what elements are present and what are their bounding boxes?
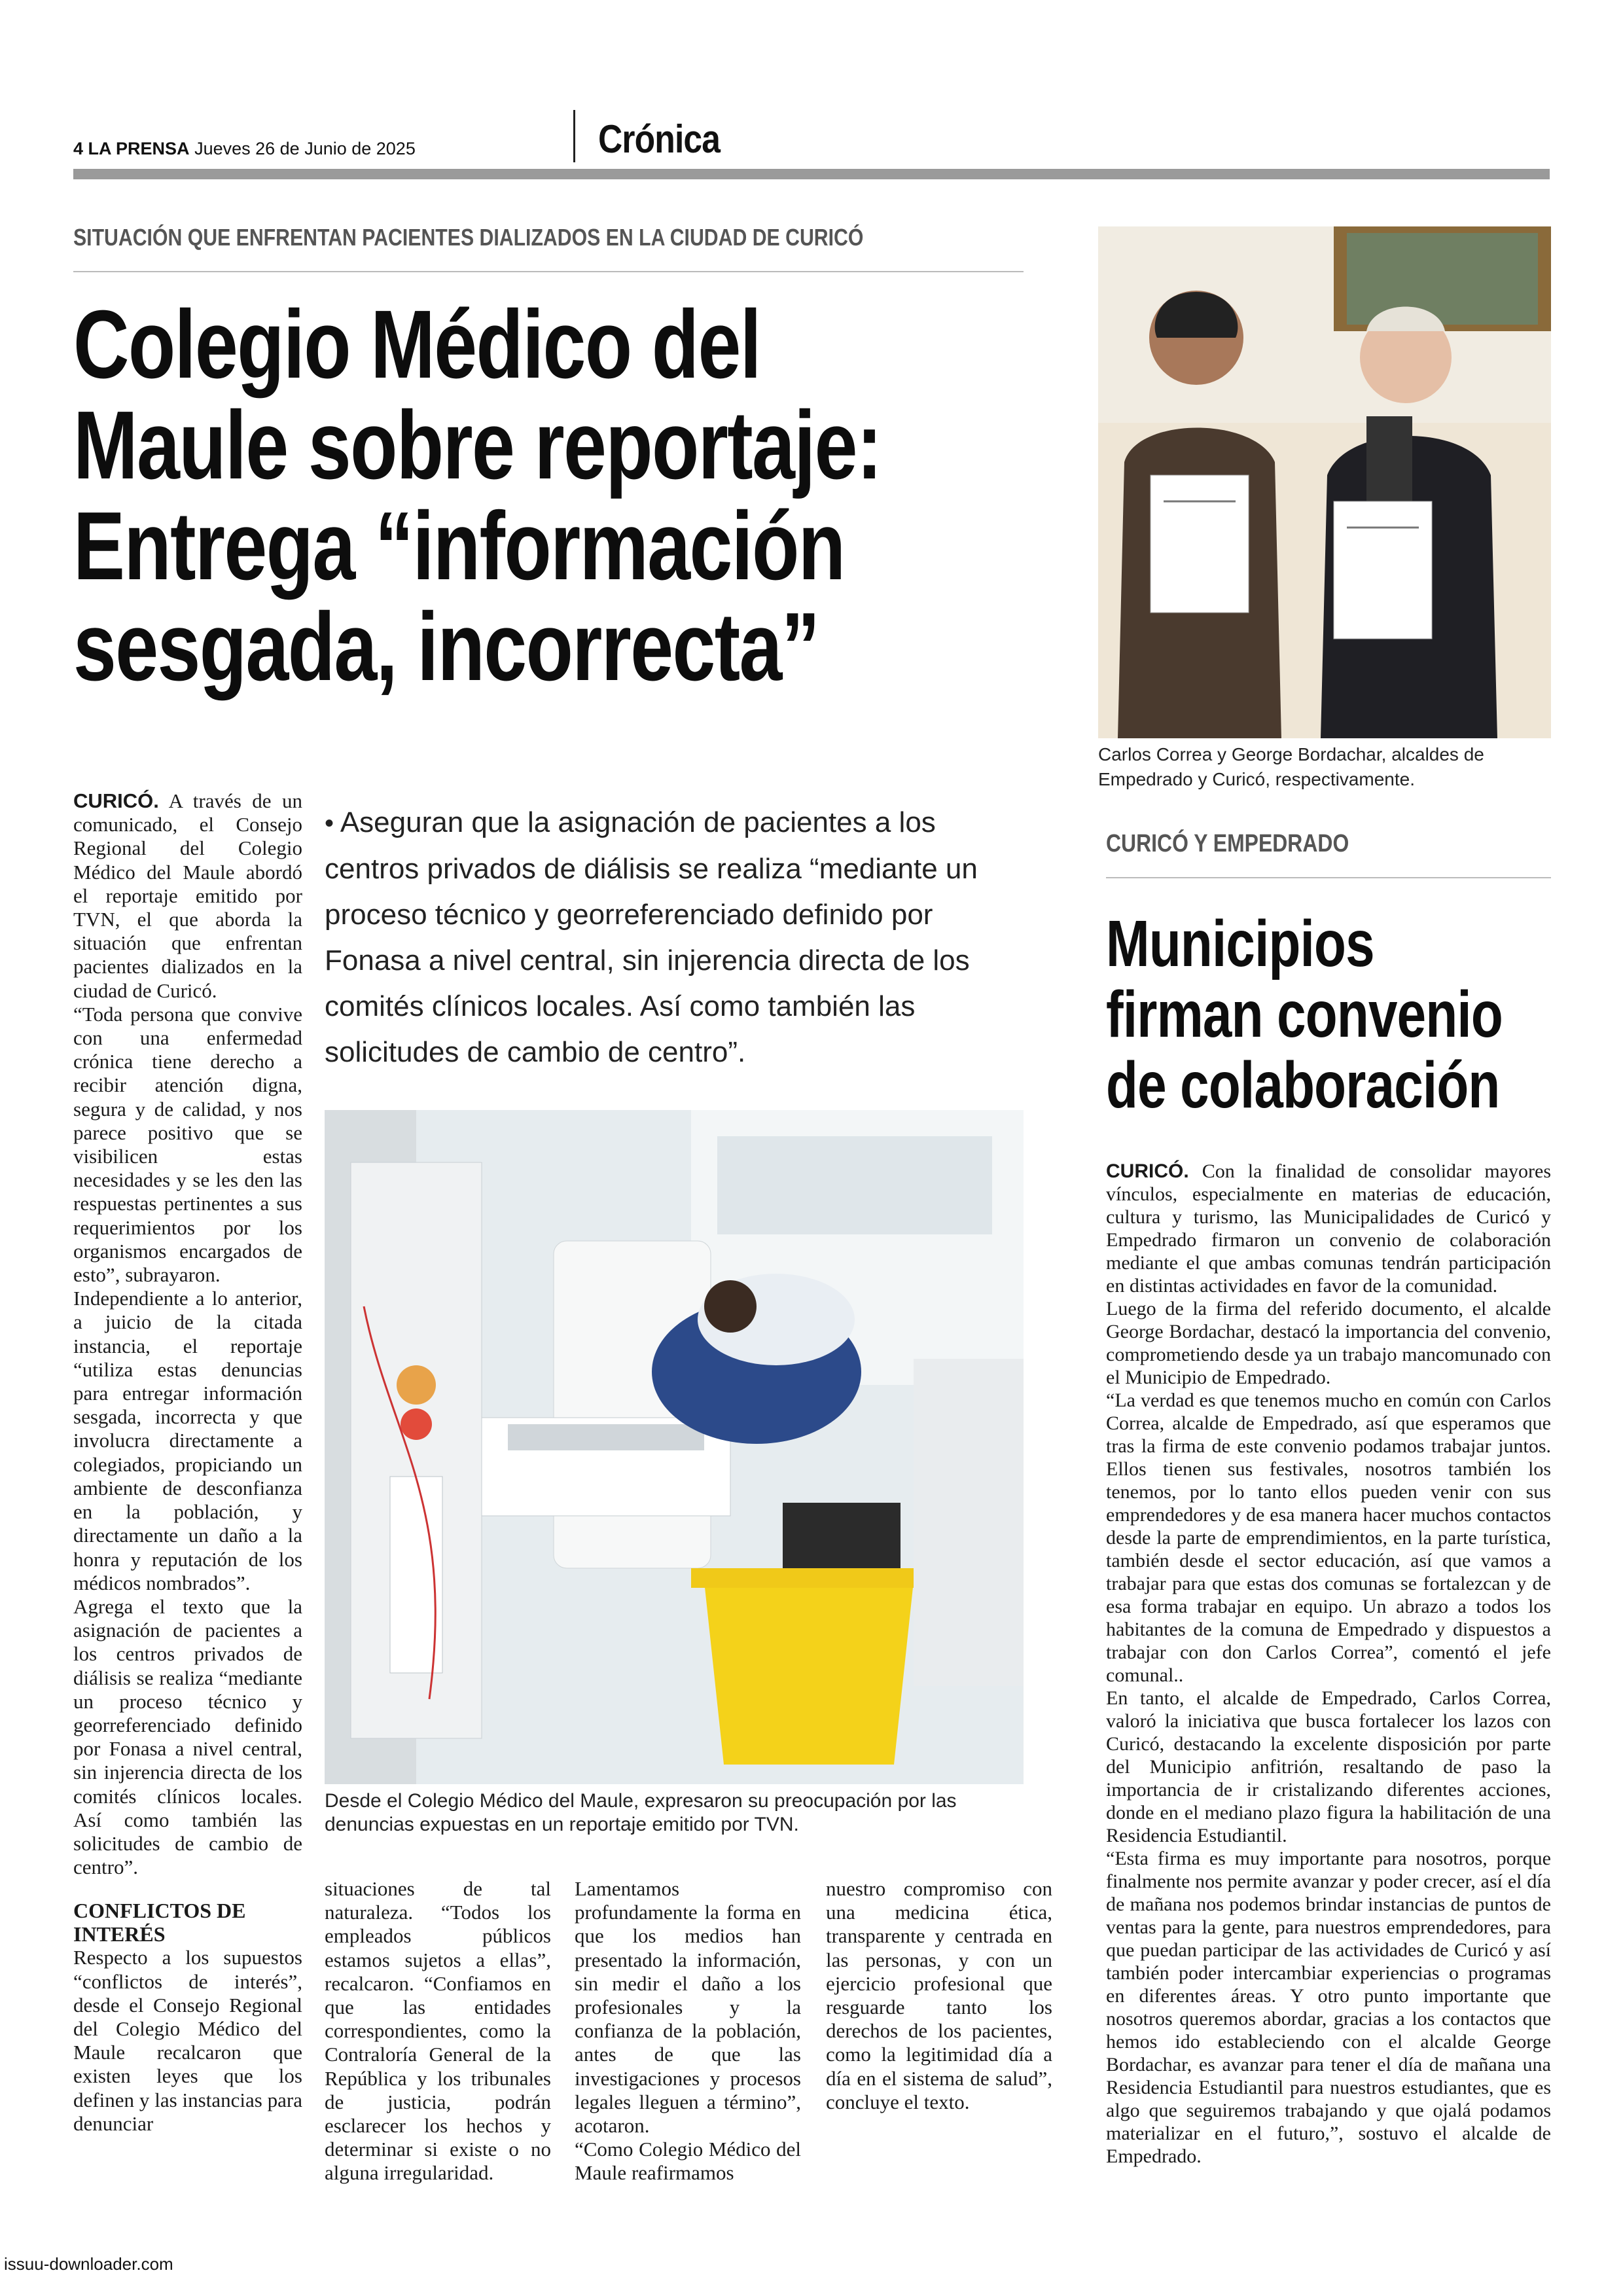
- side-photo-caption: Carlos Correa y George Bordachar, alcaldes de Empedrado y Curicó, respectivamente.: [1098, 744, 1484, 789]
- paragraph: Con la finalidad de consolidar mayores vínculos, especialmente en materias de educación, cultura y turismo, las Municipalidades de Curicó y Empedrado firmaron un convenio de colaboración mediante el que ambas comunas tendrán participación en distintas actividades en favor de la comunidad.: [1106, 1160, 1552, 1297]
- paragraph: A través de un comunicado, el Consejo Regional del Colegio Médico del Maule abordó el reportaje emitido por TVN, el que aborda la situación que enfrentan pacientes dializados en la ciudad de Curicó.: [73, 789, 302, 1002]
- subheading: CONFLICTOS DE INTERÉS: [73, 1899, 246, 1946]
- paragraph: “La verdad es que tenemos mucho en común con Carlos Correa, alcalde de Empedrado, así que esperamos que tras la firma de este convenio podamos trabajar juntos. Ellos tienen sus festivales, nosotros también los tenemos, por lo tanto ellos pueden venir con sus emprendedores y de esa manera hacer muchos contactos desde la parte de emprendimientos, en la parte turística, también desde el sector educación, así que vamos a trabajar para que estas dos comunas se fortalezcan y de esa forma trabajar en equipo. Un abrazo a todos los habitantes de la comuna de Empedrado y dispuestos a trabajar con don Carlos Correa”, comentó el jefe comunal..: [1106, 1390, 1551, 1686]
- side-article-kicker: CURICÓ Y EMPEDRADO: [1106, 830, 1349, 857]
- paragraph: Agrega el texto que la asignación de pacientes a los centros privados de diálisis se realiza “mediante un proceso técnico y georreferenciado definido por Fonasa a nivel central, sin injerencia directa de los comités clínicos locales. Así como también las solicitudes de cambio de centro”.: [73, 1594, 302, 1879]
- main-photo-caption: Desde el Colegio Médico del Maule, expresaron su preocupación por las denuncias expuestas en un reportaje emitido por TVN.: [325, 1790, 957, 1835]
- side-article-headline: Municipios firman convenio de colaboración: [1106, 907, 1503, 1122]
- main-article-column-3: [575, 1877, 801, 2185]
- bullet-icon: •: [325, 809, 334, 838]
- header-divider: [573, 110, 575, 162]
- lead-summary: [325, 800, 1018, 1075]
- main-article-column-2: [325, 1877, 551, 2185]
- section-title: Crónica: [598, 117, 721, 161]
- source-watermark: issuu-downloader.com: [4, 2254, 173, 2274]
- paragraph: situaciones de tal naturaleza. “Todos los empleados públicos estamos sujetos a ellas”, recalcaron. “Confiamos en que las entidades correspondientes, como la Contraloría General de la República y los tribunales de justicia, podrán esclarecer los hechos y determinar si existe o no alguna irregularidad.: [325, 1877, 551, 2185]
- page-header-info: [73, 139, 416, 159]
- side-article-body: [1106, 1160, 1551, 2168]
- lead-text: Aseguran que la asignación de pacientes a los centros privados de diálisis se realiza “mediante un proceso técnico y georreferenciado definido por Fonasa a nivel central, sin injerencia directa de los comités clínicos locales. Así como también las solicitudes de cambio de centro”.: [325, 806, 978, 1068]
- paragraph: Respecto a los supuestos “conflictos de interés”, desde el Consejo Regional del Colegio Médico del Maule recalcaron que existen leyes que los definen y las instancias para denunciar: [73, 1946, 302, 2135]
- publication-name: LA PRENSA: [88, 139, 190, 158]
- dateline: CURICÓ.: [1106, 1160, 1189, 1182]
- mayors-illustration: [1098, 226, 1551, 738]
- mayors-signing-photo: [1098, 226, 1551, 738]
- main-article-kicker: SITUACIÓN QUE ENFRENTAN PACIENTES DIALIZADOS EN LA CIUDAD DE CURICÓ: [73, 224, 864, 251]
- paragraph: “Como Colegio Médico del Maule reafirmamos: [575, 2138, 801, 2185]
- main-article-column-4: [826, 1877, 1052, 2114]
- paragraph: “Esta firma es muy importante para nosotros, porque finalmente nos permite avanzar y poder crecer, así el día de mañana nos podemos brindar instancias de puntos de ventas para la gente, para nuestros emprendedores, para que puedan participar de las actividades de Curicó y así también poder intercambiar experiencias o programas en diferentes áreas. Y otro punto importante que nosotros queremos abordar, gracias a los contactos que hemos ido estableciendo con el alcalde George Bordachar, es avanzar para tener el día de mañana una Residencia Estudiantil para nuestros estudiantes, que es algo que seguiremos trabajando y que ojalá podamos materializar en el futuro,”, sostuvo el alcalde de Empedrado.: [1106, 1848, 1551, 2167]
- paragraph: Independiente a lo anterior, a juicio de la citada instancia, el reportaje “utiliza estas denuncias para entregar información sesgada, incorrecta y que involucra directamente a colegiados, propiciando un ambiente de desconfianza en la población, y directamente un daño a la honra y reputación de los médicos nombrados”.: [73, 1287, 302, 1594]
- main-article-column-1: [73, 789, 302, 2136]
- main-article-headline: Colegio Médico del Maule sobre reportaje: Entrega “información sesgada, incorrecta”: [73, 291, 882, 701]
- dialysis-room-illustration: [325, 1110, 1024, 1784]
- kicker-rule: [73, 271, 1024, 272]
- paragraph: En tanto, el alcalde de Empedrado, Carlos Correa, valoró la iniciativa que busca fortalecer los lazos con Curicó, destacando la excelente disposición por parte del Municipio anfitrión, resaltando de paso la importancia de ir cristalizando diferentes acciones, donde en el mediano plazo figura la habilitación de una Residencia Estudiantil.: [1106, 1687, 1551, 1846]
- header-rule: [73, 169, 1550, 179]
- issue-date: Jueves 26 de Junio de 2025: [194, 139, 416, 158]
- paragraph: “Toda persona que convive con una enfermedad crónica tiene derecho a recibir atención digna, segura y de calidad, y nos parece positivo que se visibilicen estas necesidades y se les den las respuestas pertinentes a sus requerimientos por los organismos encargados de esto”, subrayaron.: [73, 1002, 302, 1287]
- paragraph: nuestro compromiso con una medicina ética, transparente y centrada en las personas, y con un ejercicio profesional que resguarde tanto los derechos de los pacientes, como la legitimidad día a día en el sistema de salud”, concluye el texto.: [826, 1877, 1052, 2113]
- dialysis-room-photo: [325, 1110, 1024, 1784]
- paragraph: Luego de la firma del referido documento, el alcalde George Bordachar, destacó la importancia del convenio, comprometiendo desde ya un trabajo mancomunado con el Municipio de Empedrado.: [1106, 1298, 1551, 1388]
- page-number: 4: [73, 139, 84, 158]
- paragraph: Lamentamos profundamente la forma en que los medios han presentado la información, sin medir el daño a los profesionales y la confianza de la población, antes de que las investigaciones y procesos legales lleguen a término”, acotaron.: [575, 1877, 801, 2138]
- side-kicker-rule: [1106, 877, 1551, 878]
- dateline: CURICÓ.: [73, 789, 159, 812]
